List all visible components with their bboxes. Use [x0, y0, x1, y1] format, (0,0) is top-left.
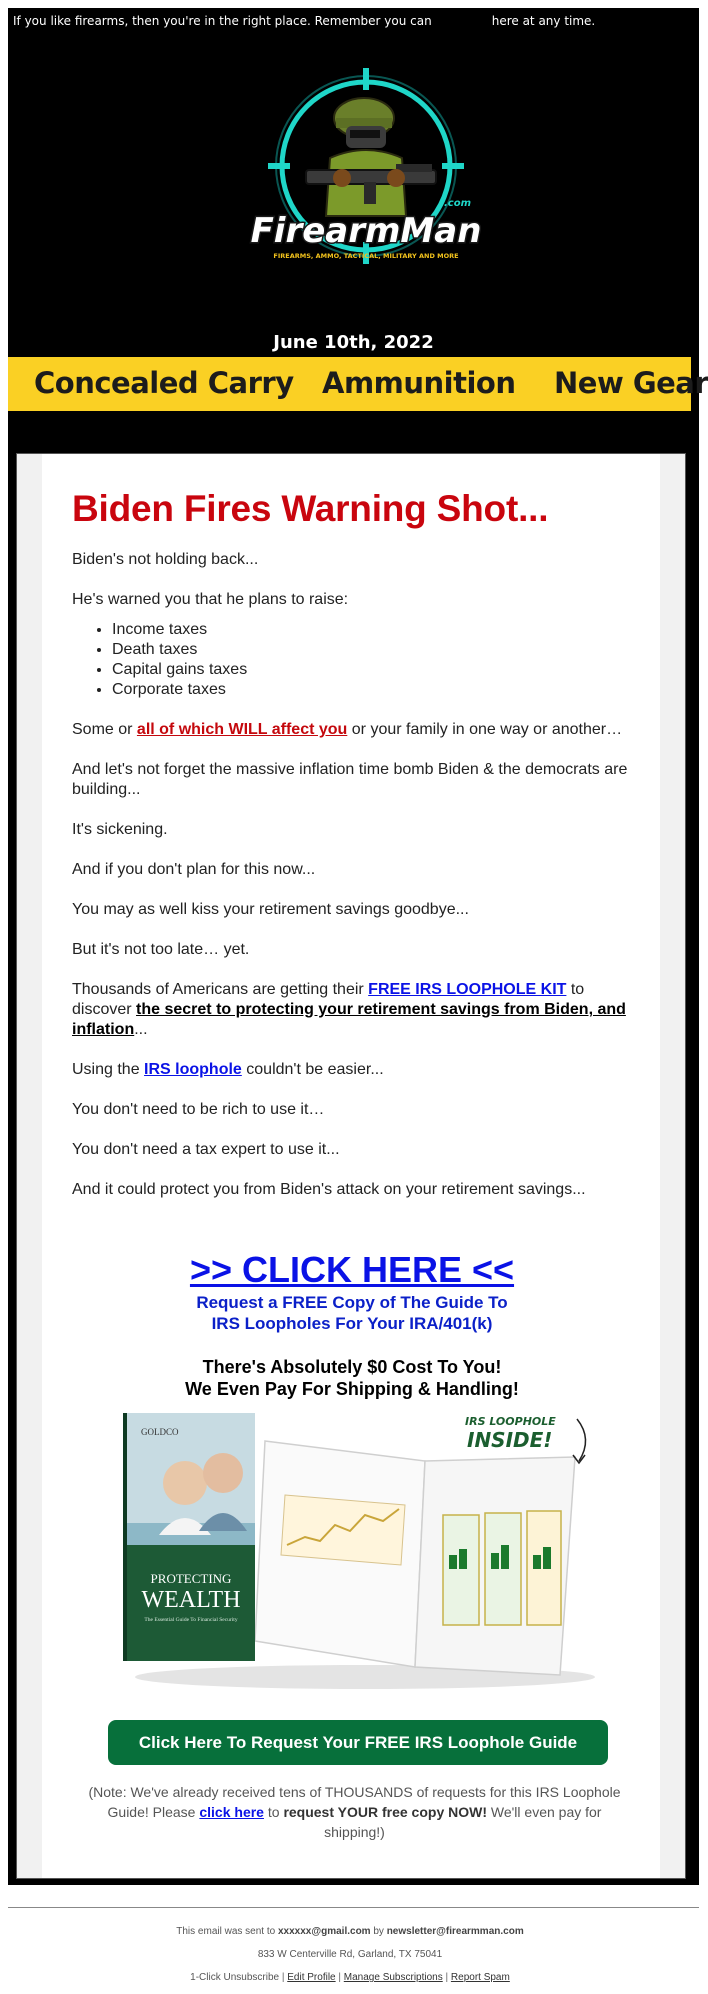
book-publisher: GOLDCO	[141, 1427, 179, 1437]
zero-cost-line: We Even Pay For Shipping & Handling!	[185, 1379, 519, 1399]
nav-item-new-gear[interactable]: New Gear	[554, 366, 708, 400]
book-subtitle: The Essential Guide To Financial Security	[144, 1617, 238, 1623]
irs-loophole-kit-link[interactable]: FREE IRS LOOPHOLE KIT	[368, 981, 567, 998]
secret-protection-link[interactable]: the secret to protecting your retirement savings from Biden, and inflation	[72, 1001, 626, 1038]
click-here-link[interactable]: >> CLICK HERE <<	[189, 1249, 515, 1290]
separator: |	[338, 1972, 341, 1983]
svg-text:INSIDE!: INSIDE!	[467, 1428, 553, 1452]
text: to	[267, 1804, 280, 1820]
paragraph: You don't need a tax expert to use it...	[72, 1141, 340, 1158]
recipient-email: xxxxxx@gmail.com	[277, 1926, 371, 1937]
note-click-here-link[interactable]: click here	[199, 1804, 264, 1820]
irs-loophole-badge	[465, 1415, 586, 1463]
list-item: • Corporate taxes	[112, 680, 632, 700]
text: Thousands of Americans are getting their	[72, 981, 364, 998]
zero-cost-note	[72, 1356, 632, 1400]
affect-you-link[interactable]: all of which WILL affect you	[136, 721, 348, 738]
text: to discover	[72, 981, 585, 1018]
nav-item-concealed-carry[interactable]: Concealed Carry	[34, 366, 294, 400]
content-gutter-left	[17, 454, 42, 1878]
irs-loophole-link[interactable]: IRS loophole	[144, 1061, 242, 1078]
email-footer	[0, 1925, 700, 1994]
text: This email was sent to	[176, 1926, 276, 1937]
paragraph: It's sickening.	[72, 821, 168, 838]
paragraph	[72, 980, 632, 1040]
text: or your family in one way or another…	[351, 721, 623, 738]
svg-text:IRS LOOPHOLE: IRS LOOPHOLE	[465, 1415, 556, 1428]
list-item: • Capital gains taxes	[112, 660, 632, 680]
note-emphasis: request YOUR free copy NOW!	[283, 1804, 487, 1820]
request-guide-button[interactable]: Click Here To Request Your FREE IRS Loophole Guide	[108, 1720, 608, 1765]
list-item: • Death taxes	[112, 640, 632, 660]
paragraph: He's warned you that he plans to raise:	[72, 591, 349, 608]
article-body	[72, 488, 632, 1220]
nav-item-ammunition[interactable]: Ammunition	[322, 366, 516, 400]
svg-text:.com: .com	[444, 198, 472, 209]
paragraph: You don't need to be rich to use it…	[72, 1101, 325, 1118]
sent-to-line	[0, 1925, 700, 1939]
paragraph: And if you don't plan for this now...	[72, 861, 316, 878]
text: We'll even pay for shipping!)	[324, 1804, 602, 1840]
svg-text:FIREARMS, AMMO, TACTICAL, MILI: FIREARMS, AMMO, TACTICAL, MILITARY AND MORE	[273, 252, 459, 260]
preheader	[13, 14, 693, 28]
cta-subtitle[interactable]	[72, 1292, 632, 1334]
paragraph: And it could protect you from Biden's attack on your retirement savings...	[72, 1181, 586, 1198]
book-title-line: WEALTH	[141, 1587, 241, 1613]
preheader-text-end: here at any time.	[491, 14, 596, 28]
book-title-line: PROTECTING	[150, 1571, 232, 1586]
footer-divider	[8, 1907, 699, 1908]
cta-subtitle-line: Request a FREE Copy of The Guide To	[196, 1293, 508, 1312]
cta-block	[72, 1250, 632, 1400]
paragraph: You may as well kiss your retirement savings goodbye...	[72, 901, 469, 918]
preheader-text: If you like firearms, then you're in the right place. Remember you can	[13, 14, 432, 28]
unsubscribe-link[interactable]: 1-Click Unsubscribe	[190, 1972, 280, 1983]
text: ...	[134, 1021, 148, 1038]
issue-date: June 10th, 2022	[273, 332, 434, 353]
paragraph	[72, 720, 632, 740]
headline: Biden Fires Warning Shot...	[72, 488, 549, 529]
text: by	[373, 1926, 384, 1937]
content-gutter-right	[660, 454, 685, 1878]
text: Using the	[72, 1061, 140, 1078]
paragraph	[72, 1060, 632, 1080]
footer-links	[0, 1971, 700, 1985]
mailing-address: 833 W Centerville Rd, Garland, TX 75041	[257, 1949, 443, 1960]
report-spam-link[interactable]: Report Spam	[450, 1972, 510, 1983]
text: (Note: We've already received tens of THOUSANDS of requests for this IRS Loophole Guide! Please	[88, 1784, 621, 1820]
request-note	[82, 1782, 627, 1842]
zero-cost-line: There's Absolutely $0 Cost To You!	[202, 1357, 502, 1377]
guide-book-image[interactable]	[115, 1405, 605, 1695]
list-item: • Income taxes	[112, 620, 632, 640]
cta-subtitle-line: IRS Loopholes For Your IRA/401(k)	[211, 1314, 493, 1333]
paragraph: Biden's not holding back...	[72, 551, 259, 568]
firearmman-logo[interactable]	[246, 66, 486, 306]
separator: |	[281, 1972, 285, 1983]
category-navbar	[8, 357, 708, 411]
soldier-icon	[306, 98, 436, 216]
separator: |	[445, 1972, 449, 1983]
paragraph: But it's not too late… yet.	[72, 941, 250, 958]
text: Some or	[72, 721, 133, 738]
svg-text:FirearmMan: FirearmMan	[250, 211, 482, 251]
sender-email: newsletter@firearmman.com	[386, 1926, 524, 1937]
text: couldn't be easier...	[246, 1061, 384, 1078]
manage-subscriptions-link[interactable]: Manage Subscriptions	[343, 1972, 443, 1983]
tax-list	[72, 620, 632, 700]
edit-profile-link[interactable]: Edit Profile	[287, 1972, 336, 1983]
paragraph: And let's not forget the massive inflation time bomb Biden & the democrats are building...	[72, 761, 628, 798]
